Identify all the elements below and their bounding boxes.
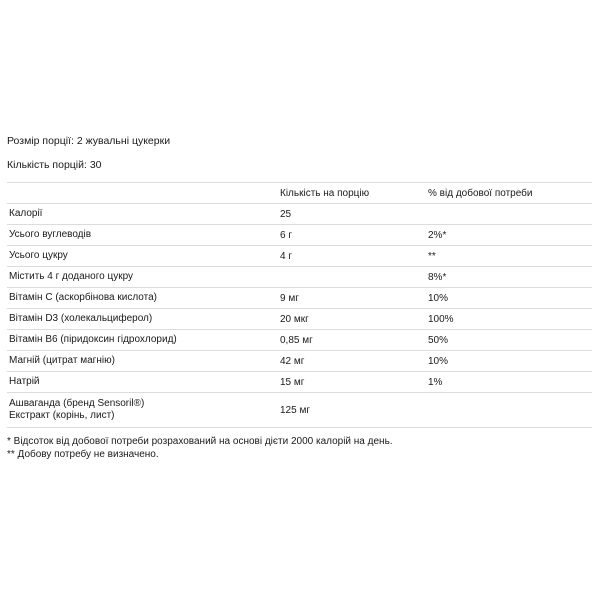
table-row xyxy=(7,330,592,351)
header-amount-per-serving: Кількість на порцію xyxy=(278,183,426,204)
ingredient-daily-value: 100% xyxy=(426,309,592,330)
table-row xyxy=(7,372,592,393)
table-row xyxy=(7,267,592,288)
ingredient-name: Містить 4 г доданого цукру xyxy=(7,267,278,288)
ingredient-name: Усього цукру xyxy=(7,246,278,267)
ingredient-name: Магній (цитрат магнію) xyxy=(7,351,278,372)
ingredient-amount: 125 мг xyxy=(278,393,426,428)
ingredient-name: Калорії xyxy=(7,204,278,225)
ingredient-daily-value: ** xyxy=(426,246,592,267)
ingredient-name: Усього вуглеводів xyxy=(7,225,278,246)
footnote-daily-value-basis: * Відсоток від добової потреби розрахований на основі дієти 2000 калорій на день. xyxy=(7,436,393,447)
supplement-facts-panel xyxy=(7,133,592,461)
ingredient-amount: 25 xyxy=(278,204,426,225)
servings-count: Кількість порцій: 30 xyxy=(7,159,102,171)
supplement-facts-table xyxy=(7,182,592,428)
serving-size: Розмір порції: 2 жувальні цукерки xyxy=(7,135,171,147)
ingredient-daily-value xyxy=(426,204,592,225)
table-row xyxy=(7,246,592,267)
ingredient-amount: 20 мкг xyxy=(278,309,426,330)
ingredient-name: Вітамін С (аскорбінова кислота) xyxy=(7,288,278,309)
ingredient-amount xyxy=(278,267,426,288)
ingredient-amount: 4 г xyxy=(278,246,426,267)
ingredient-daily-value: 10% xyxy=(426,288,592,309)
table-row xyxy=(7,225,592,246)
ingredient-daily-value: 10% xyxy=(426,351,592,372)
ingredient-amount: 9 мг xyxy=(278,288,426,309)
header-daily-value: % від добової потреби xyxy=(426,183,592,204)
ingredient-name xyxy=(7,393,278,428)
header-ingredient xyxy=(7,183,278,204)
ingredient-name: Натрій xyxy=(7,372,278,393)
table-row xyxy=(7,288,592,309)
ingredient-daily-value: 50% xyxy=(426,330,592,351)
table-header-row xyxy=(7,183,592,204)
table-row xyxy=(7,204,592,225)
table-row xyxy=(7,393,592,428)
ingredient-amount: 42 мг xyxy=(278,351,426,372)
ingredient-amount: 6 г xyxy=(278,225,426,246)
table-row xyxy=(7,351,592,372)
ingredient-name-line: Ашваганда (бренд Sensoril®) xyxy=(9,398,145,409)
ingredient-daily-value: 8%* xyxy=(426,267,592,288)
ingredient-amount: 0,85 мг xyxy=(278,330,426,351)
ingredient-daily-value: 2%* xyxy=(426,225,592,246)
footnote-not-established: ** Добову потребу не визначено. xyxy=(7,449,159,460)
ingredient-amount: 15 мг xyxy=(278,372,426,393)
footnotes xyxy=(7,435,592,461)
ingredient-name-line: Екстракт (корінь, лист) xyxy=(9,410,115,421)
ingredient-name: Вітамін D3 (холекальциферол) xyxy=(7,309,278,330)
table-row xyxy=(7,309,592,330)
ingredient-daily-value: 1% xyxy=(426,372,592,393)
ingredient-daily-value xyxy=(426,393,592,428)
ingredient-name: Вітамін В6 (піридоксин гідрохлорид) xyxy=(7,330,278,351)
